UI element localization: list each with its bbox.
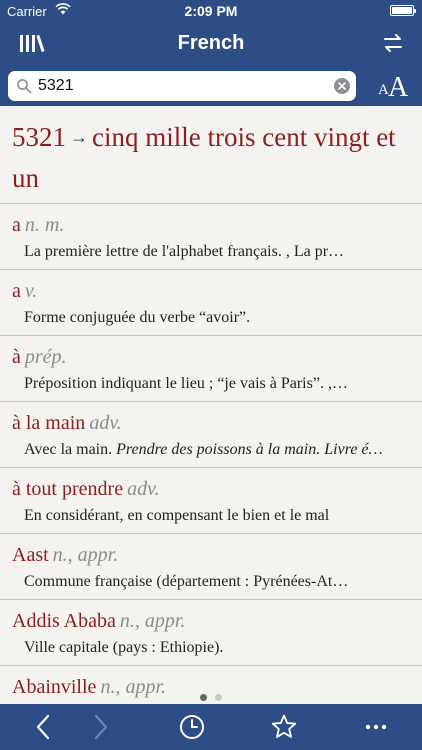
entry-pos: adv. xyxy=(89,412,122,434)
page-title: French xyxy=(177,32,245,54)
page-indicator[interactable] xyxy=(0,688,422,700)
clear-icon[interactable] xyxy=(334,78,350,94)
font-size-button[interactable] xyxy=(366,70,412,102)
chevron-right-icon[interactable] xyxy=(86,713,114,741)
entry-definition: Préposition indiquant le lieu ; “je vais à Paris”. ,… xyxy=(24,375,348,392)
entry-word: à la main xyxy=(12,412,86,434)
entry-pos: n., appr. xyxy=(52,544,119,566)
clock-icon[interactable] xyxy=(178,713,206,741)
number-value: 5321 xyxy=(12,122,66,152)
page-dot xyxy=(215,694,222,701)
top-bar xyxy=(0,0,422,106)
list-item[interactable] xyxy=(0,600,422,666)
entry-definition: Forme conjuguée du verbe “avoir”. xyxy=(24,309,251,326)
clock-time: 2:09 PM xyxy=(184,3,238,19)
entry-word: à xyxy=(12,346,21,368)
star-icon[interactable] xyxy=(270,713,298,741)
entry-pos: v. xyxy=(24,280,38,302)
status-bar xyxy=(0,0,422,22)
number-translation xyxy=(0,106,422,204)
entry-definition: Ville capitale (pays : Ethiopie). xyxy=(24,639,224,656)
entry-pos: prép. xyxy=(24,346,67,368)
entry-pos: n., appr. xyxy=(119,610,186,632)
results-list xyxy=(0,106,422,704)
entry-definition-plain: Avec la main. xyxy=(24,441,117,458)
number-words: cinq mille trois cent vingt et un xyxy=(12,122,396,193)
entry-word: Abainville xyxy=(12,676,97,698)
entry-word: Addis Ababa xyxy=(12,610,116,632)
entry-definition: Commune française (département : Pyrénées-At… xyxy=(24,573,349,590)
entry-pos: n. m. xyxy=(24,214,65,236)
navigation-bar xyxy=(0,22,422,66)
search-icon xyxy=(16,78,32,94)
bottom-toolbar xyxy=(0,704,422,750)
list-item[interactable] xyxy=(0,270,422,336)
swap-icon[interactable] xyxy=(382,32,404,54)
list-item[interactable] xyxy=(0,468,422,534)
more-icon[interactable] xyxy=(362,713,390,741)
list-item[interactable] xyxy=(0,336,422,402)
font-size-small-a: A xyxy=(378,82,389,98)
entry-pos: n., appr. xyxy=(100,676,167,698)
entry-word: a xyxy=(12,214,21,236)
carrier-label: Carrier xyxy=(7,4,47,19)
search-input[interactable] xyxy=(38,75,328,97)
page-dot-active xyxy=(200,694,207,701)
number-translation-text xyxy=(12,118,410,197)
list-item[interactable] xyxy=(0,402,422,468)
list-item[interactable] xyxy=(0,534,422,600)
entry-definition xyxy=(12,439,410,461)
entry-word: a xyxy=(12,280,21,302)
list-item[interactable] xyxy=(0,204,422,270)
arrow-icon: → xyxy=(70,127,88,147)
entry-definition: La première lettre de l'alphabet français. , La pr… xyxy=(24,243,345,260)
entry-example: Prendre des poissons à la main. Livre é… xyxy=(116,441,383,458)
chevron-left-icon[interactable] xyxy=(30,713,58,741)
entry-definition: En considérant, en compensant le bien et le mal xyxy=(24,507,330,524)
entry-word: à tout prendre xyxy=(12,478,124,500)
font-size-large-a: A xyxy=(388,72,409,103)
battery-icon xyxy=(390,5,414,16)
entry-pos: adv. xyxy=(127,478,160,500)
entry-word: Aast xyxy=(12,544,49,566)
search-bar xyxy=(8,71,356,101)
